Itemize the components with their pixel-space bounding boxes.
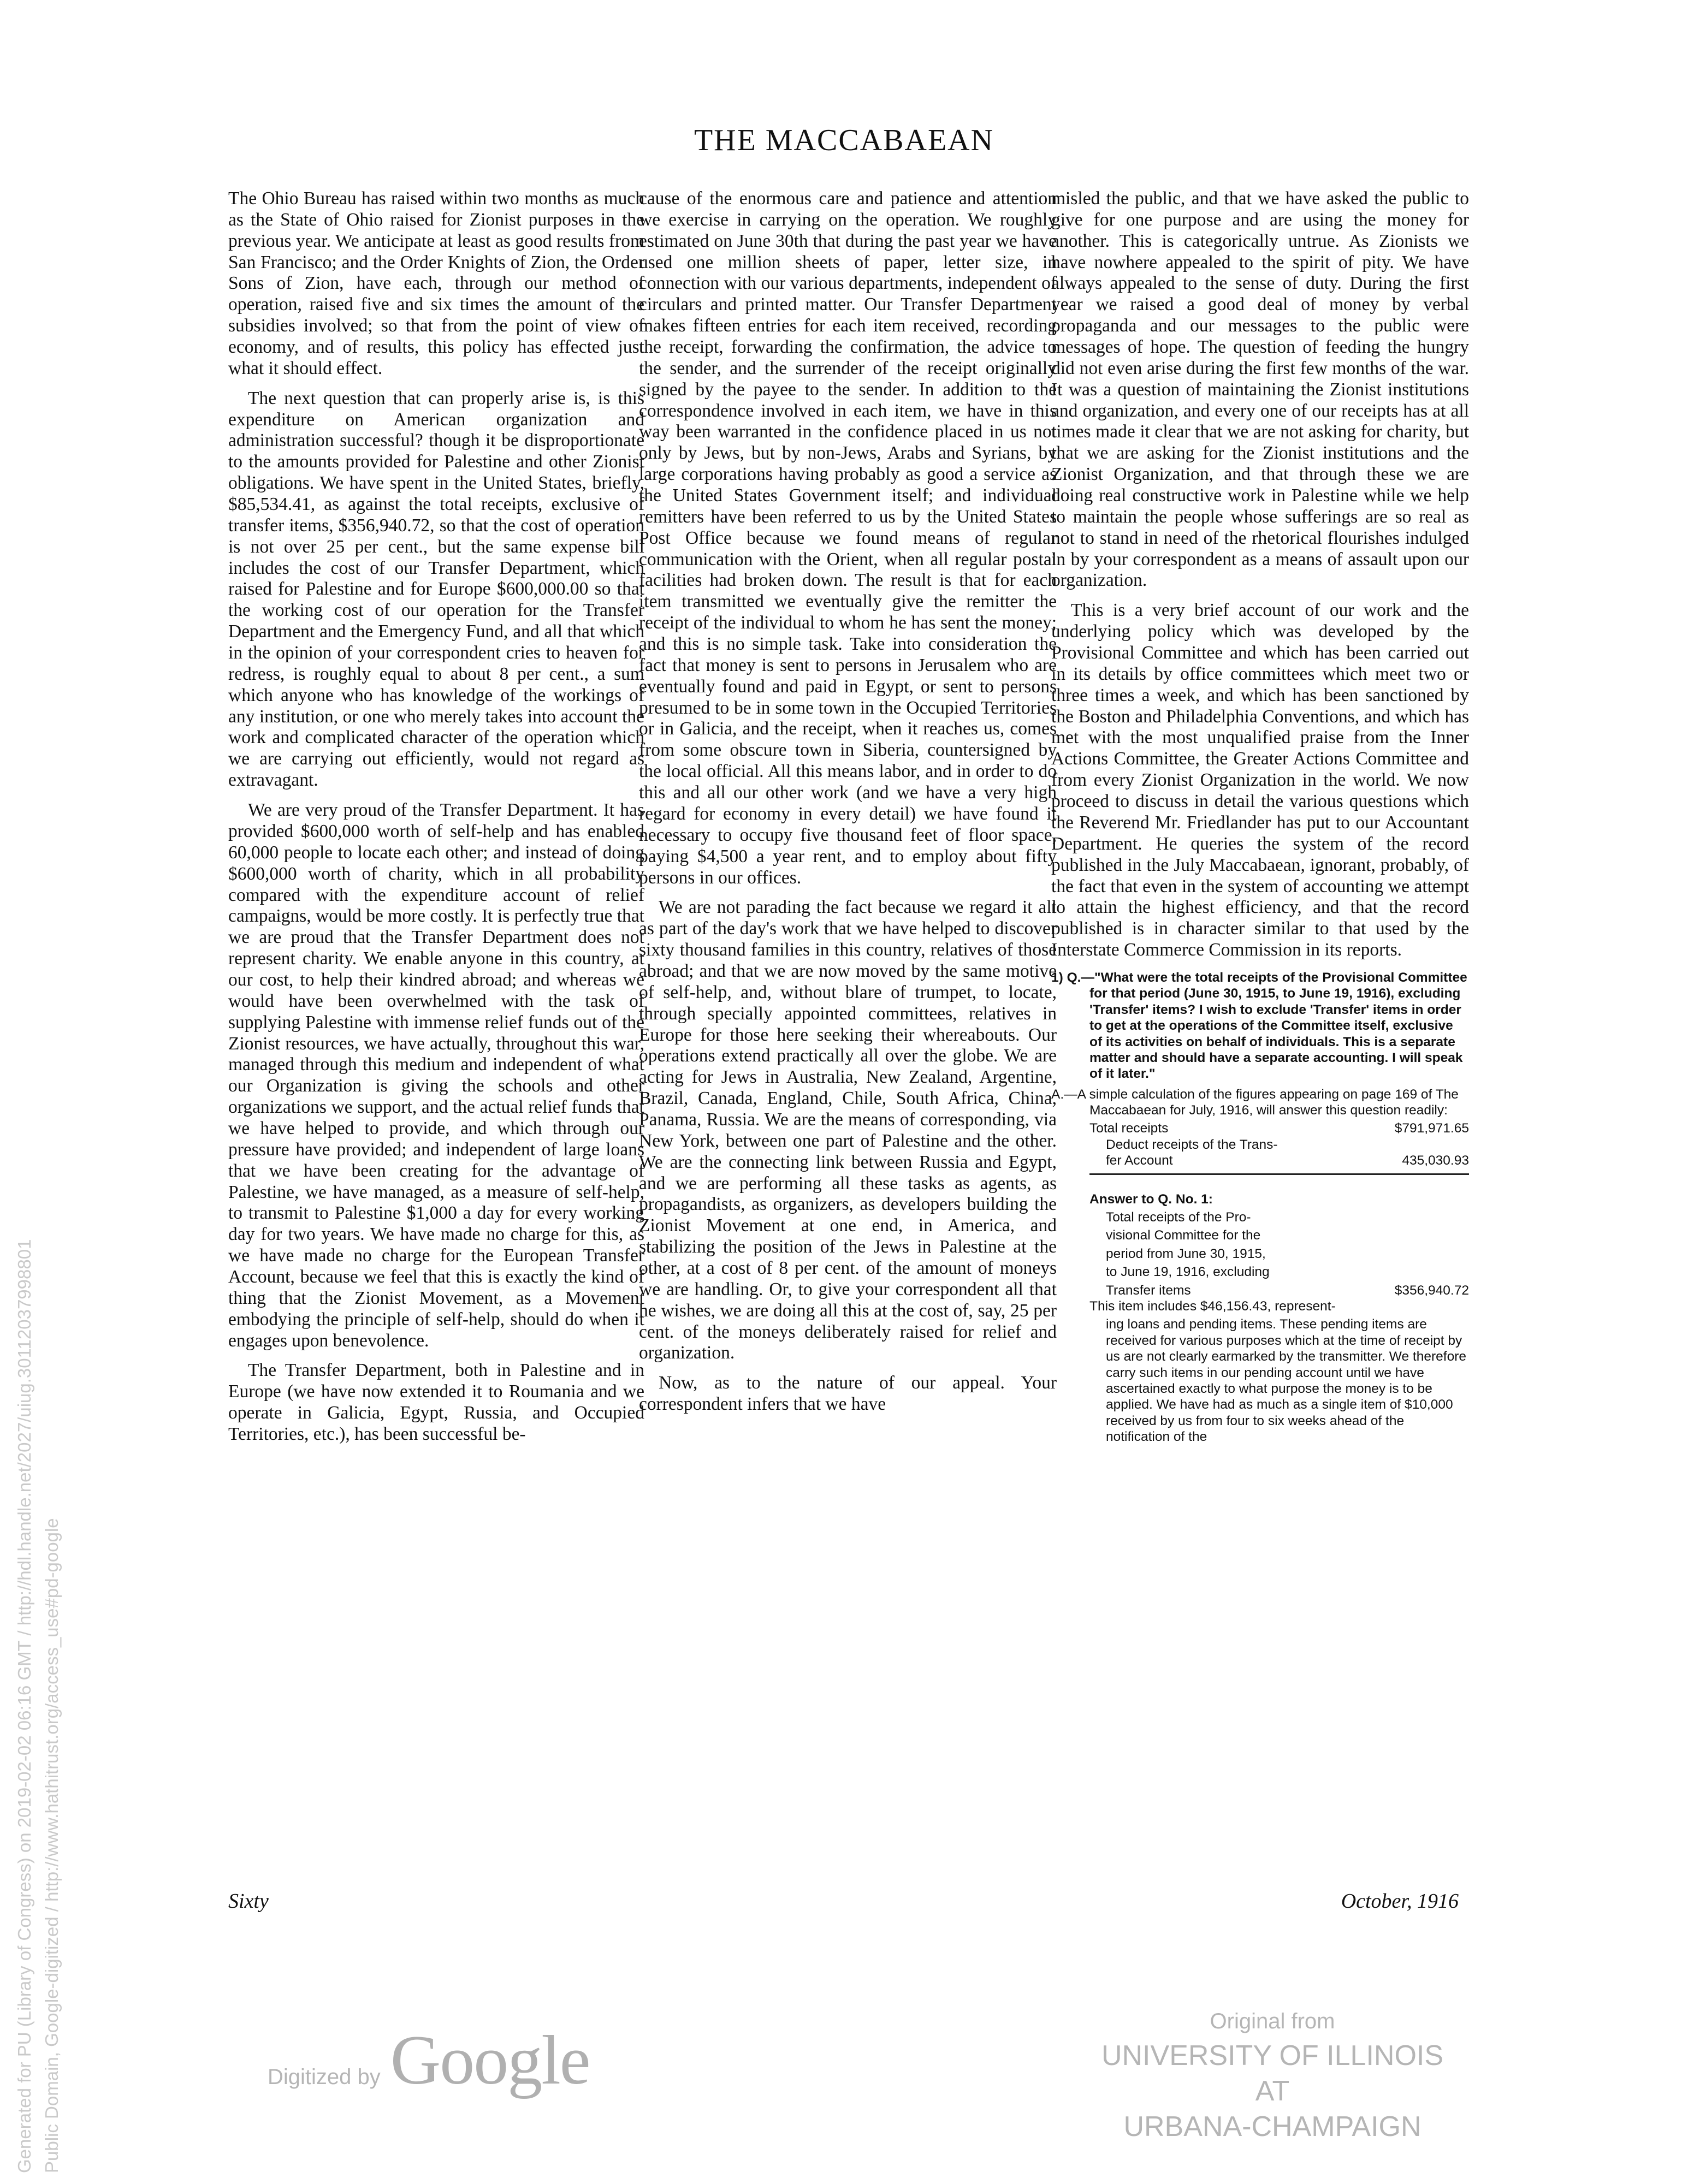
university-line-2: URBANA-CHAMPAIGN [1123,2111,1422,2143]
paragraph: misled the public, and that we have asked the public to give for one purpose and are using the money for another. This is categorically untrue. As Zionists we have nowhere appealed to the spirit of pity. We have always appealed to the sense of duty. During the first year we raised a good deal of money by verbal propaganda and our messages to the public were messages of hope. The question of feeding the hungry did not even arise during the first few months of the war. It was a question of maintaining the Zionist institutions and organization, and every one of our receipts has at all times made it clear that we are not asking for charity, but that we are asking for the Zionist institutions and the Zionist Organization, and that through these we are doing real constructive work in Palestine while we help to maintain the people whose sufferings are so real as not to stand in need of the rhetorical flourishes indulged in by your correspondent as a means of assault upon our organization. [1051,188,1469,591]
paragraph: The Ohio Bureau has raised within two months as much as the State of Ohio raised for Zionist purposes in the previous year. We anticipate at least as good results from San Francisco; and the Order Knights of Zion, the Order Sons of Zion, have each, through our method of operation, raised five and six times the amount of the subsidies involved; so that from the point of view of economy, and of results, this policy has effected just what it should effect. [228,188,644,378]
original-label: Original from [1210,2009,1335,2033]
answer-line: visional Committee for the [1106,1228,1261,1243]
google-logo: Google [390,2021,590,2099]
answer-heading: Answer to Q. No. 1: [1089,1191,1213,1207]
deduct-row-2 [1051,1153,1469,1168]
digitized-label: Digitized by [268,2065,381,2089]
university-line-1: UNIVERSITY OF ILLINOIS AT [1101,2040,1444,2107]
page-number: Sixty [228,1890,269,1913]
original-from-watermark [1081,2009,1464,2145]
paragraph: We are not parading the fact because we regard it all as part of the day's work that we have helped to discover sixty thousand families in this country, relatives of those abroad; and that we are now moved by the same motive of self-help, and, without blare of trumpet, to locate, through specially appointed committees, relatives in Europe for those here seeking their whereabouts. Our operations extend practically all over the globe. We are acting for Jews in Australia, New Zealand, Argentine, Brazil, Canada, England, Chile, South Africa, China, Panama, Russia. We are the means of corresponding, via New York, between one part of Palestine and the other. We are the connecting link between Russia and Egypt, and we are performing all these tasks as agents, as propagandists, as organizers, as developers building the Zionist Movement at one end, in America, and stabilizing the position of the Jews in Palestine at the other, at a cost of 8 per cent. of the amount of moneys we are handling. Or, to give your correspondent all that he wishes, we are doing all this at the cost of, say, 25 per cent. of the moneys deliberately raised for relief and organization. [639,897,1057,1363]
paragraph: We are very proud of the Transfer Department. It has provided $600,000 worth of self-help and has enabled 60,000 people to locate each other; and instead of doing $600,000 worth of charity, which in all probability compared with the expenditure account of relief campaigns, would be more costly. It is perfectly true that we are proud that the Transfer Department does not represent charity. We enable anyone in this country, at our cost, to help their kindred abroad; and whereas we would have been overwhelmed with the task of supplying Palestine with immense relief funds out of the Zionist resources, we have actually, throughout this war, managed through this medium and independent of what our Organization is giving the schools and other organizations we support, and the actual relief funds that we have helped to provide, and which through our pressure have provided; and independent of large loans that we have been creating for the advantage of Palestine, we have managed, as a measure of self-help, to transmit to Palestine $1,000 a day for every working day for two years. We have made no charge for this, as we have made no charge for the European Transfer Account, because we feel that this is exactly the kind of thing that the Zionist Movement, as a Movement embodying the principle of self-help, should do when it engages upon benevolence. [228,800,644,1351]
transfer-items-row [1051,1283,1469,1298]
column-2 [639,188,1057,1878]
divider [1089,1173,1469,1175]
transfer-items-value: $356,940.72 [1394,1283,1469,1298]
deduct-label-1: Deduct receipts of the Trans- [1106,1137,1278,1152]
paragraph: The next question that can properly arise is, is this expenditure on American organization and administration successful? though it be disproportionate to the amounts provided for Palestine and other Zionist obligations. We have spent in the United States, briefly, $85,534.41, as against the total receipts, exclusive of transfer items, $356,940.72, so that the cost of operation is not over 25 per cent., but the same expense bill includes the cost of our Transfer Department, which raised for Palestine and for Europe $600,000.00 so that the working cost of our operation for the Transfer Department and the Emergency Fund, and all that which in the opinion of your correspondent cries to heaven for redress, is roughly equal to about 8 per cent., a sum which anyone who has knowledge of the workings of any institution, or one who merely takes into account the work and complicated character of the operation which we are carrying out efficiently, would not regard as extravagant. [228,388,644,791]
question-1: 1) Q.—"What were the total receipts of the Provisional Committee for that period (June 30, 1915, to June 19, 1916), excluding 'Transfer' items? I wish to exclude 'Transfer' items in order to get at the operations of the Committee itself, exclusive of its activities on behalf of individuals. This is a separate matter and should have a separate accounting. I will speak of it later." [1051,970,1467,1082]
paragraph: cause of the enormous care and patience and attention we exercise in carrying on the operation. We roughly estimated on June 30th that during the past year we have used one million sheets of paper, letter size, in connection with our various departments, independent of circulars and printed matter. Our Transfer Department makes fifteen entries for each item received, recording the receipt, forwarding the confirmation, the advice to the sender, and the surrender of the receipt originally signed by the payee to the sender. In addition to the correspondence involved in each item, we have in this way been warranted in the confidence placed in us not only by Jews, but by non-Jews, Arabs and Syrians, by large corporations having probably as good a service as the United States Government itself; and individual remitters have been referred to us by the United States Post Office because we found means of regular communication with the Orient, when all regular postal facilities had broken down. The result is that for each item transmitted we eventually give the remitter the receipt of the individual to whom he has sent the money; and this is no simple task. Take into consideration the fact that money is sent to persons in Jerusalem who are eventually found and paid in Egypt, or sent to persons presumed to be in some town in the Occupied Territories or in Galicia, and the receipt, when it reaches us, comes from some obscure town in Siberia, countersigned by the local official. All this means labor, and in order to do this and all our other work (and we have a very high regard for economy in every detail) we have found it necessary to occupy five thousand feet of floor space, paying $4,500 a year rent, and to employ about fifty persons in our offices. [639,188,1057,888]
stamp-line-1: Generated for PU (Library of Congress) on 2019-02-02 06:16 GMT / http://hdl.handle.net/2027/uiug.30112037998801 [14,1239,34,2173]
question-answer-block [1051,970,1469,1445]
answer-line: to June 19, 1916, excluding [1106,1265,1270,1280]
page-title: THE MACCABAEAN [694,123,994,157]
deduct-row-1 [1051,1137,1469,1153]
column-3 [1051,188,1469,1878]
answer-line: Total receipts of the Pro- [1106,1210,1251,1225]
note-body: ing loans and pending items. These pending items are received for various purposes which at the time of receipt by us are not clearly earmarked by the transmitter. We therefore carry such items in our pending account until we have ascertained exactly to what purpose the money is to be applied. We have had as much as a single item of $10,000 received by us from four to six weeks ahead of the notification of the [1106,1317,1466,1445]
total-receipts-label: Total receipts [1089,1121,1169,1136]
paragraph: The Transfer Department, both in Palestine and in Europe (we have now extended it to Roumania and we operate in Galicia, Egypt, Russia, and Occupied Territories, etc.), has been successful be- [228,1360,644,1444]
deduct-label-2: fer Account [1106,1153,1173,1168]
answer-line: period from June 30, 1915, [1106,1246,1266,1261]
column-1 [228,188,644,1878]
hathitrust-stamp [11,753,65,2173]
note-first-line: This item includes $46,156.43, represent- [1089,1298,1336,1314]
stamp-line-2: Public Domain, Google-digitized / http://www.hathitrust.org/access_use#pd-google [41,1518,62,2173]
total-receipts-value: $791,971.65 [1394,1121,1469,1136]
total-receipts-row [1051,1120,1469,1136]
answer-1-intro: A.—A simple calculation of the figures appearing on page 169 of The Maccabaean for July, 1916, will answer this question readily: [1051,1087,1459,1118]
paragraph: Now, as to the nature of our appeal. Your correspondent infers that we have [639,1373,1057,1415]
issue-date: October, 1916 [1341,1890,1459,1913]
paragraph: This is a very brief account of our work and the underlying policy which was developed by the Provisional Committee and which has been carried out in its details by office committees which meet two or three times a week, and which has been sanctioned by the Boston and Philadelphia Conventions, and which has met with the most unqualified praise from the Inner Actions Committee, the Greater Actions Committee and from every Zionist Organization in the world. We now proceed to discuss in detail the various questions which the Reverend Mr. Friedlander has put to our Accountant Department. He queries the system of the record published in the July Maccabaean, ignorant, probably, of the fact that even in the system of accounting we attempt to attain the highest efficiency, and that the record published is in character similar to that used by the Interstate Commerce Commission in its reports. [1051,600,1469,960]
deduct-value: 435,030.93 [1402,1153,1469,1168]
transfer-items-label: Transfer items [1106,1283,1191,1298]
digitized-by-watermark [268,2020,590,2100]
